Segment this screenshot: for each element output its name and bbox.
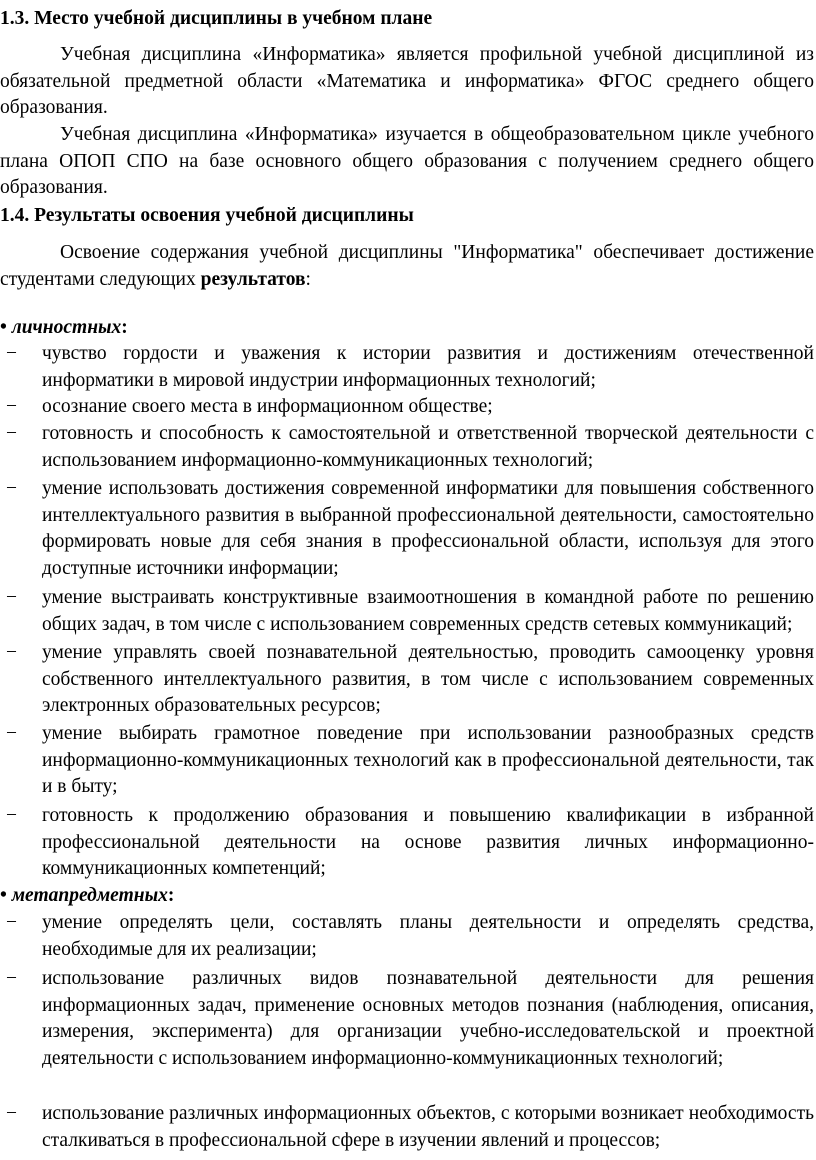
list-item <box>0 394 814 421</box>
category-label: личностных <box>11 317 122 338</box>
list-item-text: умение использовать достижения современной информатики для повышения собственного интеллектуального развития в выбранной профессиональной деятельности, самостоятельно формировать новые для себя знания в профессиональной области, используя для этого доступные источники информации; <box>42 478 814 579</box>
bullet-icon: • <box>0 885 7 906</box>
list-item <box>0 1101 814 1154</box>
dash-icon: − <box>6 912 17 933</box>
list-item-text: умение определять цели, составлять планы деятельности и определять средства, необходимые для их реализации; <box>42 912 814 960</box>
dash-icon: − <box>6 396 17 417</box>
list-item <box>0 421 814 474</box>
category-metasubject <box>0 883 814 910</box>
dash-icon: − <box>6 423 17 444</box>
results-intro-bold: результатов <box>200 268 306 290</box>
category-label: метапредметных <box>11 885 168 906</box>
list-item-text: умение выбирать грамотное поведение при использовании разнообразных средств информационно-коммуникационных технологий как в профессиональной деятельности, так и в быту; <box>42 723 814 797</box>
list-item <box>0 910 814 963</box>
category-personal <box>0 315 814 342</box>
list-item <box>0 341 814 394</box>
list-item-text: умение управлять своей познавательной деятельностью, проводить самооценку уровня собственного интеллектуального развития, в том числе с использованием современных электронных образовательных ресурсов; <box>42 642 814 716</box>
dash-icon: − <box>6 1103 17 1124</box>
list-item-text: чувство гордости и уважения к истории развития и достижениям отечественной информатики в мировой индустрии информационных технологий; <box>42 343 814 391</box>
list-item-text: готовность к продолжению образования и повышению квалификации в избранной профессиональной деятельности на основе развития личных информационно-коммуникационных компетенций; <box>42 805 814 879</box>
results-intro-colon: : <box>305 268 311 290</box>
bullet-icon: • <box>0 317 7 338</box>
list-item <box>0 640 814 720</box>
dash-icon: − <box>6 642 17 663</box>
section-1-4-heading: 1.4. Результаты освоения учебной дисциплины <box>0 205 414 226</box>
dash-icon: − <box>6 805 17 826</box>
paragraph-discipline-profile: Учебная дисциплина «Информатика» является профильной учебной дисциплиной из обязательной предметной области «Математика и информатика» ФГОС среднего общего образования. <box>0 44 814 118</box>
dash-icon: − <box>6 968 17 989</box>
dash-icon: − <box>6 723 17 744</box>
results-intro <box>0 240 814 293</box>
category-colon: : <box>121 317 128 338</box>
list-item-text: осознание своего места в информационном обществе; <box>42 396 493 417</box>
list-item-text: умение выстраивать конструктивные взаимоотношения в командной работе по решению общих задач, в том числе с использованием современных средств сетевых коммуникаций; <box>42 587 814 635</box>
paragraph-discipline-cycle: Учебная дисциплина «Информатика» изучается в общеобразовательном цикле учебного плана ОПОП СПО на базе основного общего образования с получением среднего общего образования. <box>0 124 814 198</box>
results-intro-text: Освоение содержания учебной дисциплины "Информатика" обеспечивает достижение студентами следующих <box>0 242 814 290</box>
list-item <box>0 585 814 638</box>
dash-icon: − <box>6 343 17 364</box>
dash-icon: − <box>6 587 17 608</box>
dash-icon: − <box>6 478 17 499</box>
section-1-3-heading: 1.3. Место учебной дисциплины в учебном плане <box>0 8 433 29</box>
list-item-text: использование различных видов познавательной деятельности для решения информационных задач, применение основных методов познания (наблюдения, описания, измерения, эксперимента) для организации учебно-исследовательской и проектной деятельности с использованием информационно-коммуникационных технологий; <box>42 968 814 1069</box>
category-colon: : <box>167 885 175 906</box>
list-item <box>0 721 814 801</box>
list-item <box>0 476 814 582</box>
list-item <box>0 966 814 1072</box>
list-item <box>0 803 814 883</box>
list-item-text: использование различных информационных объектов, с которыми возникает необходимость сталкиваться в профессиональной сфере в изучении явлений и процессов; <box>42 1103 814 1151</box>
list-item-text: готовность и способность к самостоятельной и ответственной творческой деятельности с использованием информационно-коммуникационных технологий; <box>42 423 814 471</box>
